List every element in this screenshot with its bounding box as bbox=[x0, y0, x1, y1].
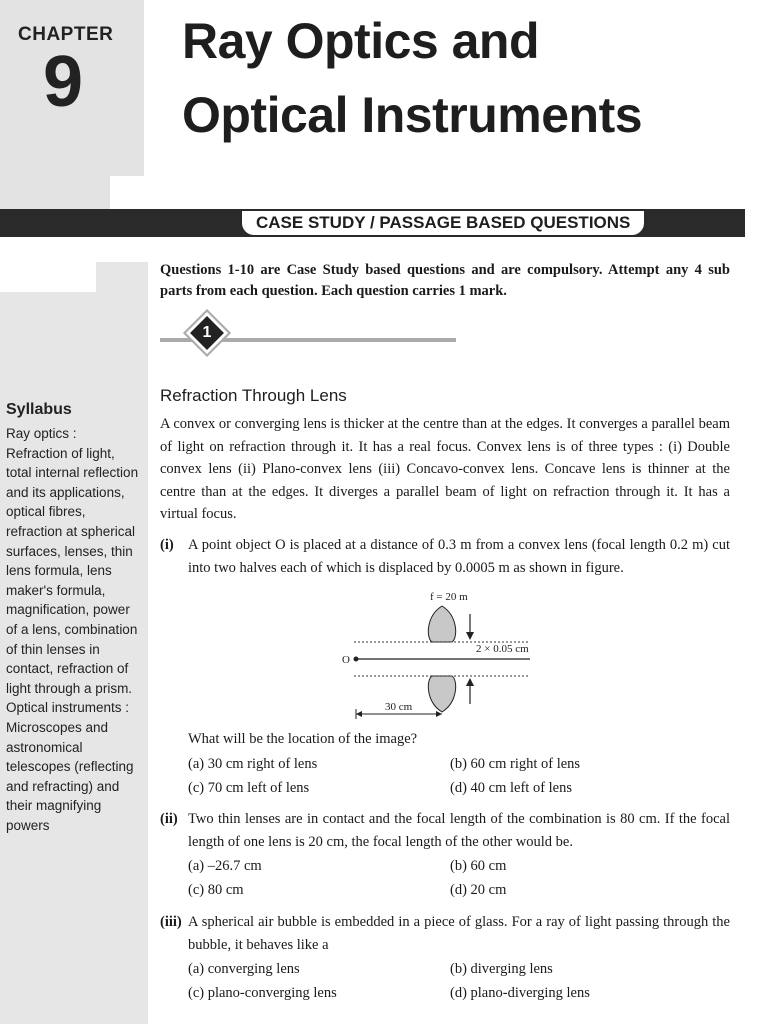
chapter-title-line: Ray Optics and bbox=[182, 13, 539, 69]
upper-lens-half bbox=[428, 606, 455, 642]
chapter-title-line: Optical Instruments bbox=[182, 87, 643, 143]
syllabus-text: Ray optics : Refraction of light, total internal reflection and its applications, optical fibres, refraction at spherical surfaces, lenses, thin lens formula, lens maker's formula, magnification, power of a lens, combination of thin lenses in contact, refraction of light through a prism. Optical instruments : Microscopes and astronomical telescopes (reflecting and refracting) and their magnifying powers bbox=[6, 426, 139, 833]
option-b: (b) diverging lens bbox=[450, 961, 553, 977]
option-d: (d) plano-diverging lens bbox=[450, 985, 590, 1001]
passage-text: A convex or converging lens is thicker at the centre than at the edges. It converges a parallel beam of light on refraction through it. It has a real focus. Convex lens is of three types : (i) Double convex lens (ii) Plano-convex lens (iii) Concavo-convex lens. Concave lens is thinner at the centre than at the edges. It diverges a parallel beam of light on refraction through it. It has a virtual focus. bbox=[160, 416, 730, 523]
question-prompt: What will be the location of the image? bbox=[188, 731, 418, 747]
gap-label: 2 × 0.05 cm bbox=[476, 643, 529, 655]
question-number: (iii) bbox=[160, 914, 182, 930]
question-text: A point object O is placed at a distance of 0.3 m from a convex lens (focal length 0.2 m) cut into two halves each of which is displaced by 0.0005 m as shown in figure. bbox=[188, 537, 730, 576]
option-b: (b) 60 cm right of lens bbox=[450, 756, 581, 772]
question-text: Two thin lenses are in contact and the focal length of the combination is 80 cm. If the focal length of one lens is 20 cm, the focal length of the other would be. bbox=[188, 811, 730, 850]
question-marker-number: 1 bbox=[202, 324, 212, 341]
focal-length-label: f = 20 m bbox=[430, 591, 468, 603]
lower-lens-half bbox=[428, 676, 455, 712]
object-point bbox=[354, 657, 359, 662]
option-d: (d) 20 cm bbox=[450, 882, 507, 898]
instructions-text: Questions 1-10 are Case Study based questions and are compulsory. Attempt any 4 sub parts from each question. Each question carries 1 mark. bbox=[160, 262, 730, 299]
question-iii bbox=[160, 911, 730, 957]
question-ii bbox=[160, 808, 730, 854]
syllabus-heading: Syllabus bbox=[6, 401, 72, 418]
up-arrow-head bbox=[466, 678, 474, 686]
split-lens-figure bbox=[330, 588, 540, 722]
section-title: Refraction Through Lens bbox=[160, 386, 347, 405]
option-a: (a) 30 cm right of lens bbox=[188, 756, 318, 772]
question-i-prompt bbox=[160, 728, 730, 751]
option-d: (d) 40 cm left of lens bbox=[450, 780, 573, 796]
panel-notch bbox=[0, 262, 96, 292]
question-number: (i) bbox=[160, 537, 174, 553]
chapter-number: 9 bbox=[42, 42, 84, 122]
distance-arrow-left bbox=[356, 711, 362, 717]
distance-label: 30 cm bbox=[385, 701, 413, 713]
question-i bbox=[160, 534, 730, 580]
question-text: A spherical air bubble is embedded in a piece of glass. For a ray of light passing through the bubble, it behaves like a bbox=[188, 914, 730, 953]
chapter-title bbox=[182, 4, 752, 152]
down-arrow-head bbox=[466, 632, 474, 640]
option-a: (a) –26.7 cm bbox=[188, 858, 262, 874]
chapter-label: CHAPTER bbox=[18, 24, 114, 45]
option-b: (b) 60 cm bbox=[450, 858, 507, 874]
option-c: (c) plano-converging lens bbox=[188, 985, 337, 1001]
option-a: (a) converging lens bbox=[188, 961, 300, 977]
option-c: (c) 80 cm bbox=[188, 882, 244, 898]
question-number: (ii) bbox=[160, 811, 178, 827]
panel-notch bbox=[110, 176, 150, 210]
option-c: (c) 70 cm left of lens bbox=[188, 780, 310, 796]
object-label: O bbox=[342, 654, 350, 666]
section-banner-label: CASE STUDY / PASSAGE BASED QUESTIONS bbox=[240, 209, 646, 237]
